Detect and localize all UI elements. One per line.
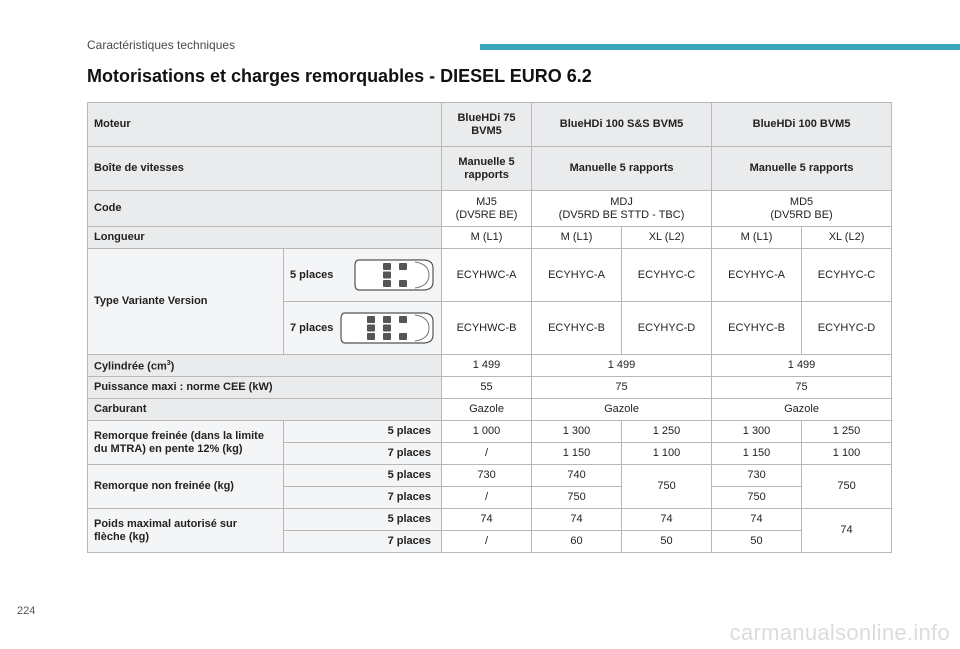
label-poids-fleche: [88, 509, 284, 553]
label-cylindree: [88, 355, 442, 377]
tvv-7-3: ECYHYC-D: [622, 302, 712, 355]
longueur-1: M (L1): [442, 227, 532, 249]
pf-5-1: 74: [442, 509, 532, 531]
rf-5-5: 1 250: [802, 421, 892, 443]
boite-1: Manuelle 5 rapports: [442, 147, 532, 191]
pf-5-2: 74: [532, 509, 622, 531]
rnf-5-4: 730: [712, 465, 802, 487]
label-longueur: Longueur: [88, 227, 442, 249]
accent-bar: [480, 44, 960, 50]
label-carburant: Carburant: [88, 399, 442, 421]
watermark-text: carmanualsonline.info: [729, 620, 950, 645]
tvv-5-1: ECYHWC-A: [442, 249, 532, 302]
row-longueur: [88, 227, 892, 249]
cylindree-1: 1 499: [442, 355, 532, 377]
cylindree-2: 1 499: [532, 355, 712, 377]
carburant-1: Gazole: [442, 399, 532, 421]
rf-5-3: 1 250: [622, 421, 712, 443]
code-1-line1: MJ5: [476, 195, 497, 208]
pf-7-1: /: [442, 531, 532, 553]
tvv-7-places-cell: [284, 302, 442, 355]
remorque-freinee-label-line2: du MTRA) en pente 12% (kg): [94, 442, 243, 455]
rf-7-2: 1 150: [532, 443, 622, 465]
puissance-1: 55: [442, 377, 532, 399]
carburant-3: Gazole: [712, 399, 892, 421]
rf-5-4: 1 300: [712, 421, 802, 443]
5-seat-layout-icon: [353, 254, 435, 296]
tvv-5-2: ECYHYC-A: [532, 249, 622, 302]
section-label: Caractéristiques techniques: [87, 38, 236, 52]
code-3-line1: MD5: [789, 195, 814, 208]
engine-2: BlueHDi 100 S&S BVM5: [532, 103, 712, 147]
pf-7-2: 60: [532, 531, 622, 553]
poids-fleche-label-line2: flèche (kg): [94, 530, 150, 543]
remorque-non-freinee-5-places: 5 places: [284, 465, 442, 487]
longueur-2: M (L1): [532, 227, 622, 249]
label-puissance: Puissance maxi : norme CEE (kW): [88, 377, 442, 399]
rnf-merged-3: 750: [622, 465, 712, 509]
code-3-line2: (DV5RD BE): [770, 208, 833, 221]
rf-7-5: 1 100: [802, 443, 892, 465]
cylindree-label-text: Cylindrée (cm: [94, 360, 167, 373]
row-poids-fleche-5: [88, 509, 892, 531]
tvv-7-places-label: 7 places: [290, 321, 334, 334]
longueur-4: M (L1): [712, 227, 802, 249]
row-code: [88, 191, 892, 227]
rf-7-3: 1 100: [622, 443, 712, 465]
row-boite: [88, 147, 892, 191]
boite-3: Manuelle 5 rapports: [712, 147, 892, 191]
label-remorque-freinee: [88, 421, 284, 465]
remorque-non-freinee-7-places: 7 places: [284, 487, 442, 509]
cylindree-3: 1 499: [712, 355, 892, 377]
row-moteur: [88, 103, 892, 147]
label-remorque-non-freinee: Remorque non freinée (kg): [88, 465, 284, 509]
carburant-2: Gazole: [532, 399, 712, 421]
row-puissance: [88, 377, 892, 399]
rnf-7-4: 750: [712, 487, 802, 509]
longueur-3: XL (L2): [622, 227, 712, 249]
engine-1: BlueHDi 75 BVM5: [442, 103, 532, 147]
row-remorque-freinee-5: [88, 421, 892, 443]
boite-2: Manuelle 5 rapports: [532, 147, 712, 191]
code-2: [532, 191, 712, 227]
rnf-5-2: 740: [532, 465, 622, 487]
tvv-5-3: ECYHYC-C: [622, 249, 712, 302]
row-carburant: [88, 399, 892, 421]
label-boite: Boîte de vitesses: [88, 147, 442, 191]
pf-5-4: 74: [712, 509, 802, 531]
label-type-variante: Type Variante Version: [88, 249, 284, 355]
tvv-5-4: ECYHYC-A: [712, 249, 802, 302]
cylindree-label-sup: 3: [166, 360, 171, 368]
puissance-3: 75: [712, 377, 892, 399]
page-number: 224: [17, 605, 36, 617]
row-remorque-non-freinee-5: [88, 465, 892, 487]
rnf-5-1: 730: [442, 465, 532, 487]
pf-7-3: 50: [622, 531, 712, 553]
tvv-7-5: ECYHYC-D: [802, 302, 892, 355]
page-title: Motorisations et charges remorquables - DIESEL EURO 6.2: [87, 66, 592, 86]
engine-3: BlueHDi 100 BVM5: [712, 103, 892, 147]
row-cylindree: [88, 355, 892, 377]
row-tvv-5: [88, 249, 892, 302]
code-3: [712, 191, 892, 227]
code-1-line2: (DV5RE BE): [455, 208, 518, 221]
tvv-7-4: ECYHYC-B: [712, 302, 802, 355]
rf-7-4: 1 150: [712, 443, 802, 465]
code-1: [442, 191, 532, 227]
poids-fleche-5-places: 5 places: [284, 509, 442, 531]
engine-spec-table: [87, 102, 892, 553]
poids-fleche-label-line1: Poids maximal autorisé sur: [94, 517, 238, 530]
rnf-7-1: /: [442, 487, 532, 509]
remorque-freinee-5-places: 5 places: [284, 421, 442, 443]
remorque-freinee-7-places: 7 places: [284, 443, 442, 465]
pf-5-3: 74: [622, 509, 712, 531]
rf-7-1: /: [442, 443, 532, 465]
remorque-freinee-label-line1: Remorque freinée (dans la limite: [94, 429, 264, 442]
cylindree-label-end: ): [170, 360, 175, 373]
label-moteur: Moteur: [88, 103, 442, 147]
tvv-5-places-cell: [284, 249, 442, 302]
tvv-7-2: ECYHYC-B: [532, 302, 622, 355]
code-2-line2: (DV5RD BE STTD - TBC): [558, 208, 685, 221]
label-code: Code: [88, 191, 442, 227]
rnf-7-2: 750: [532, 487, 622, 509]
longueur-5: XL (L2): [802, 227, 892, 249]
pf-7-4: 50: [712, 531, 802, 553]
code-2-line1: MDJ: [610, 195, 633, 208]
rf-5-1: 1 000: [442, 421, 532, 443]
7-seat-layout-icon: [339, 307, 435, 349]
poids-fleche-7-places: 7 places: [284, 531, 442, 553]
tvv-7-1: ECYHWC-B: [442, 302, 532, 355]
puissance-2: 75: [532, 377, 712, 399]
tvv-5-5: ECYHYC-C: [802, 249, 892, 302]
rnf-merged-5: 750: [802, 465, 892, 509]
rf-5-2: 1 300: [532, 421, 622, 443]
pf-merged-5: 74: [802, 509, 892, 553]
tvv-5-places-label: 5 places: [290, 268, 334, 281]
